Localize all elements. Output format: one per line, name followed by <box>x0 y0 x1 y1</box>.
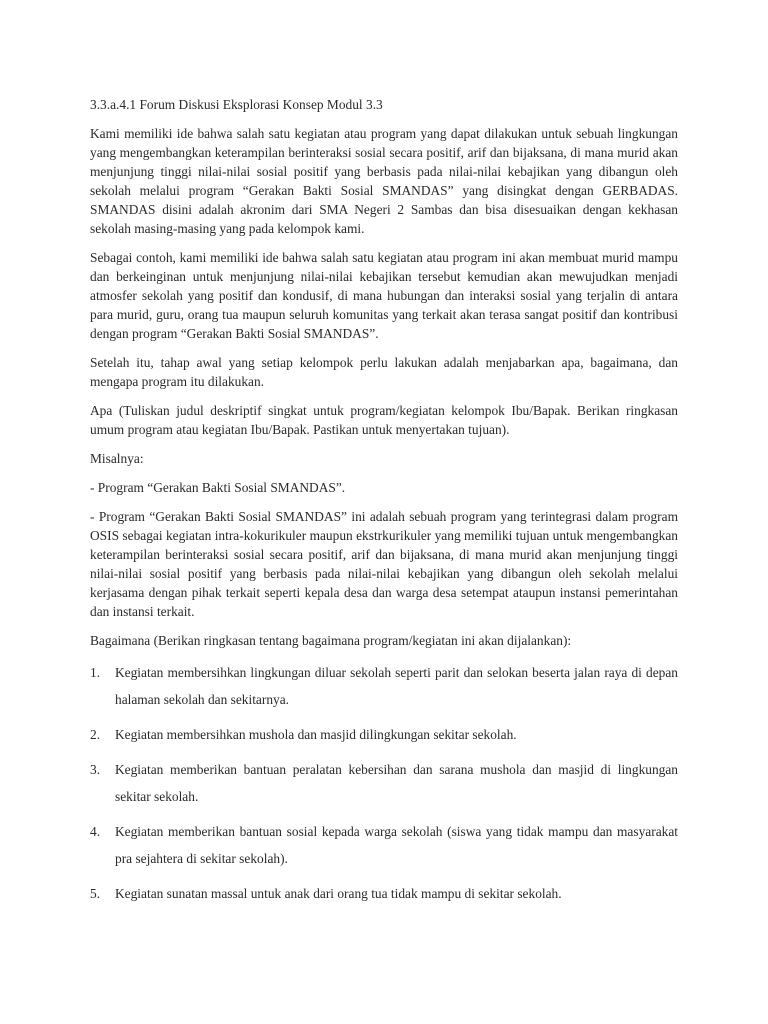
paragraph-program-title: - Program “Gerakan Bakti Sosial SMANDAS”. <box>90 480 346 495</box>
document-page <box>90 95 678 915</box>
list-item <box>90 756 678 810</box>
list-item <box>90 659 678 713</box>
activity-list <box>90 659 678 907</box>
list-text: Kegiatan memberikan bantuan sosial kepada warga sekolah (siswa yang tidak mampu dan masyarakat pra sejahtera di sekitar sekolah). <box>115 824 678 866</box>
paragraph-program-description: - Program “Gerakan Bakti Sosial SMANDAS” ini adalah sebuah program yang terintegrasi dalam program OSIS sebagai kegiatan intra-kokurikuler maupun ekstrkurikuler yang memiliki tujuan untuk mengembangkan keterampilan berinteraksi sosial secara positif, arif dan bijaksana, di mana murid akan menjunjung tinggi nilai-nilai sosial positif yang berbasis pada nilai-nilai kebajikan yang dibangun oleh sekolah melalui kerjasama dengan pihak terkait seperti kepala desa dan warga desa setempat ataupun instansi pemerintahan dan instansi terkait. <box>90 509 678 619</box>
list-text: Kegiatan membersihkan lingkungan diluar sekolah seperti parit dan selokan beserta jalan raya di depan halaman sekolah dan sekitarnya. <box>115 665 678 707</box>
list-item <box>90 880 678 907</box>
list-text: Kegiatan membersihkan mushola dan masjid dilingkungan sekitar sekolah. <box>115 727 517 742</box>
list-number: 1. <box>90 665 101 680</box>
list-number: 5. <box>90 886 101 901</box>
paragraph-example: Sebagai contoh, kami memiliki ide bahwa salah satu kegiatan atau program ini akan membuat murid mampu dan berkeinginan untuk menjunjung nilai-nilai kebajikan tersebut kemudian akan mewujudkan menjadi atmosfer sekolah yang positif dan kondusif, di mana hubungan dan interaksi sosial yang terjalin di antara para murid, guru, orang tua maupun seluruh komunitas yang terkait akan terasa sangat positif dan kontribusi dengan program “Gerakan Bakti Sosial SMANDAS”. <box>90 250 678 341</box>
paragraph-apa: Apa (Tuliskan judul deskriptif singkat untuk program/kegiatan kelompok Ibu/Bapak. Berikan ringkasan umum program atau kegiatan Ibu/Bapak. Pastikan untuk menyertakan tujuan). <box>90 403 678 437</box>
paragraph-bagaimana: Bagaimana (Berikan ringkasan tentang bagaimana program/kegiatan ini akan dijalankan): <box>90 633 572 648</box>
paragraph-intro: Kami memiliki ide bahwa salah satu kegiatan atau program yang dapat dilakukan untuk sebuah lingkungan yang mengembangkan keterampilan berinteraksi sosial secara positif, arif dan bijaksana, di mana murid akan menjunjung tinggi nilai-nilai sosial positif yang berbasis pada nilai-nilai kebajikan yang dibangun oleh sekolah melalui program “Gerakan Bakti Sosial SMANDAS” yang disingkat dengan GERBADAS. SMANDAS disini adalah akronim dari SMA Negeri 2 Sambas dan bisa disesuaikan dengan kekhasan sekolah masing-masing yang pada kelompok kami. <box>90 126 678 236</box>
document-heading: 3.3.a.4.1 Forum Diskusi Eksplorasi Konsep Modul 3.3 <box>90 97 383 112</box>
paragraph-misalnya: Misalnya: <box>90 451 144 466</box>
paragraph-next-step: Setelah itu, tahap awal yang setiap kelompok perlu lakukan adalah menjabarkan apa, bagaimana, dan mengapa program itu dilakukan. <box>90 355 678 389</box>
list-text: Kegiatan memberikan bantuan peralatan kebersihan dan sarana mushola dan masjid di lingkungan sekitar sekolah. <box>115 762 678 804</box>
list-item <box>90 818 678 872</box>
list-item <box>90 721 678 748</box>
list-number: 2. <box>90 727 101 742</box>
list-text: Kegiatan sunatan massal untuk anak dari orang tua tidak mampu di sekitar sekolah. <box>115 886 562 901</box>
list-number: 3. <box>90 762 101 777</box>
list-number: 4. <box>90 824 101 839</box>
